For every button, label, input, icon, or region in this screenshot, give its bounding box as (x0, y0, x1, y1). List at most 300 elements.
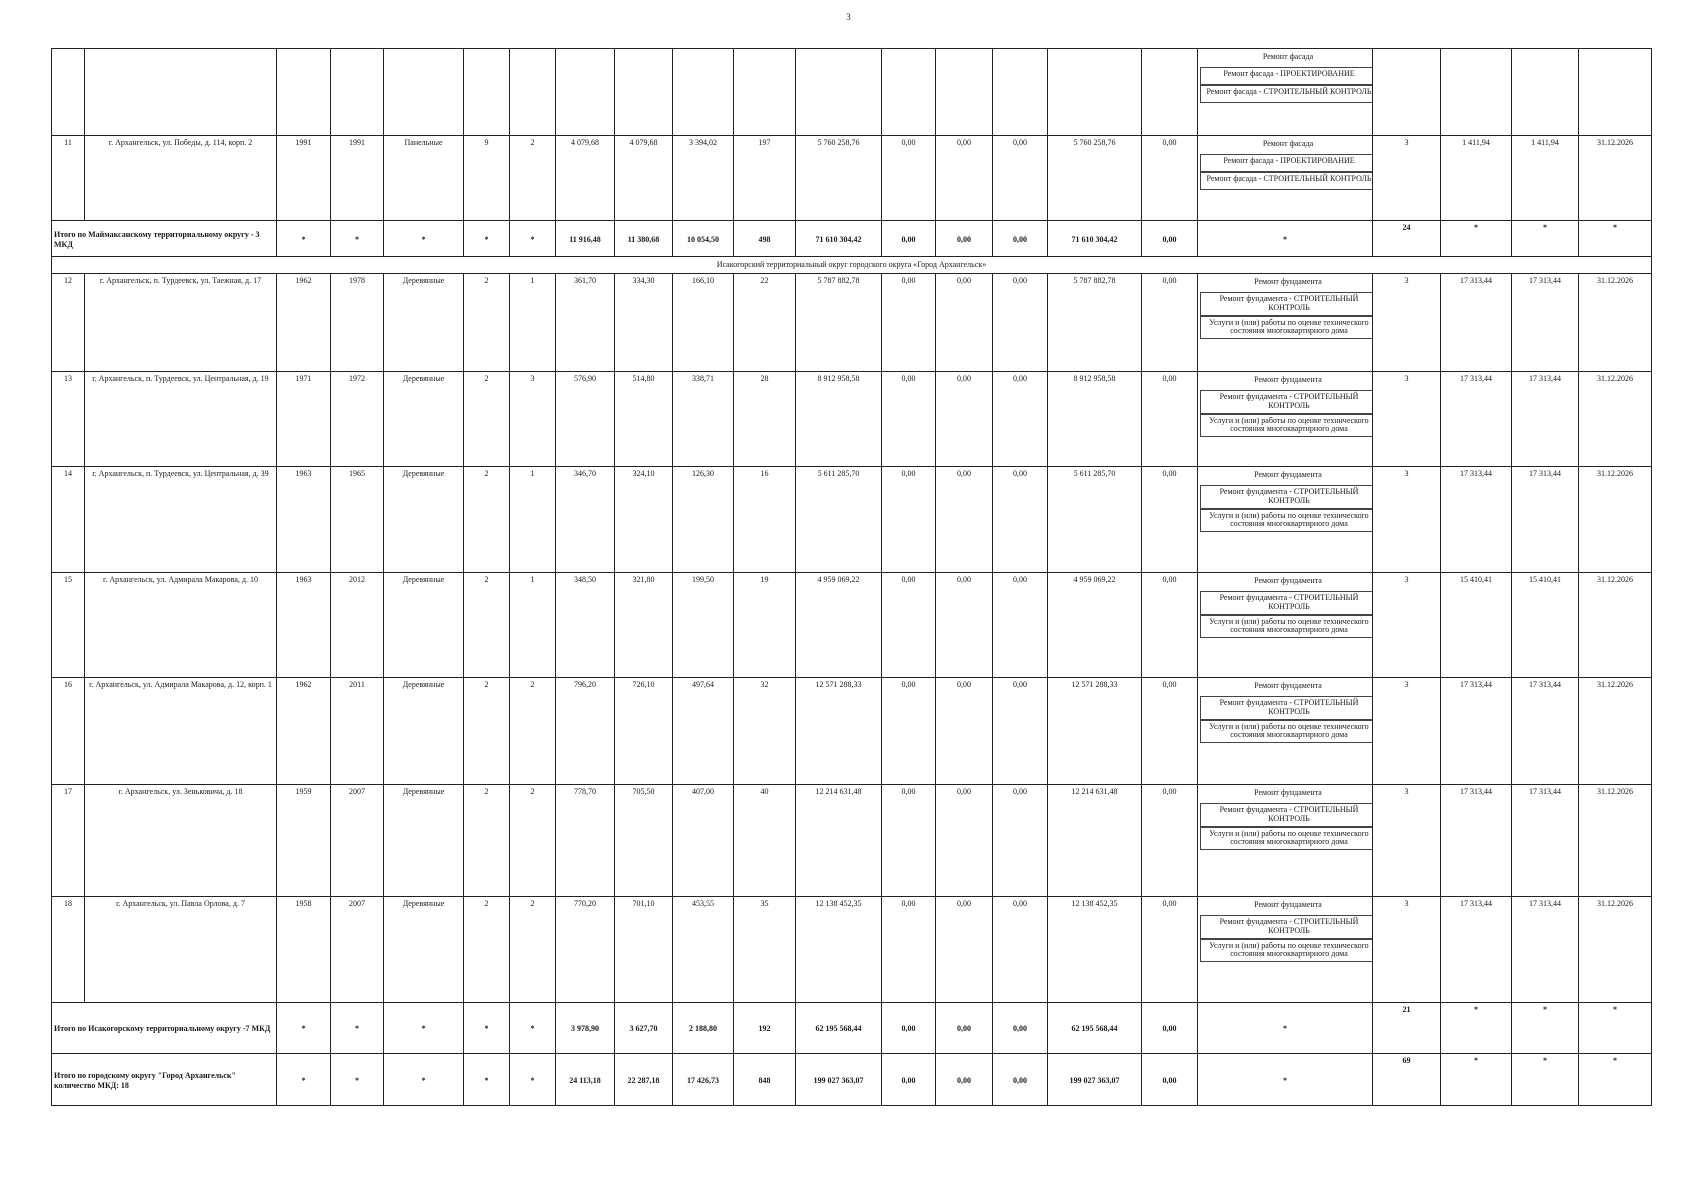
star-cell: * (1579, 1054, 1652, 1106)
star-cell: * (464, 221, 510, 257)
residential-area-cell: 2 188,80 (673, 1003, 734, 1054)
residents-cell: 848 (734, 1054, 796, 1106)
residents-cell: 197 (734, 136, 796, 221)
year-built-cell: 1991 (277, 136, 331, 221)
fund-other-cell: 0,00 (1142, 221, 1198, 257)
work-item: Услуги и (или) работы по оценке технического состояния многоквартирного дома (1200, 720, 1373, 744)
empty-cell (615, 49, 673, 136)
residential-area-cell: 10 054,50 (673, 221, 734, 257)
total-area-premises-cell: 705,50 (615, 785, 673, 897)
total-cost-cell: 5 611 285,70 (796, 467, 882, 573)
star-cell: * (277, 221, 331, 257)
row-number: 14 (52, 467, 85, 573)
fund-federal-cell: 0,00 (882, 897, 936, 1003)
table-row (52, 274, 1652, 372)
fund-local-cell: 0,00 (993, 1054, 1048, 1106)
residential-area-cell: 407,00 (673, 785, 734, 897)
work-item: Ремонт фасада (1262, 139, 1314, 148)
unit-cost-cell: 15 410,41 (1441, 573, 1512, 678)
star-cell: * (384, 1054, 464, 1106)
fund-regional-cell: 0,00 (936, 1003, 993, 1054)
work-item: Ремонт фасада - СТРОИТЕЛЬНЫЙ КОНТРОЛЬ (1200, 85, 1373, 103)
star-cell: * (331, 1054, 384, 1106)
fund-local-cell: 0,00 (993, 678, 1048, 785)
year-reconstructed-cell: 1978 (331, 274, 384, 372)
star-cell: * (277, 1003, 331, 1054)
work-item: Ремонт фундамента (1254, 470, 1322, 479)
fund-federal-cell: 0,00 (882, 573, 936, 678)
year-built-cell: 1971 (277, 372, 331, 467)
fund-federal-cell: 0,00 (882, 467, 936, 573)
residents-cell: 19 (734, 573, 796, 678)
star-cell: * (277, 1054, 331, 1106)
total-row (52, 1054, 1652, 1106)
entrances-cell: 1 (510, 467, 556, 573)
star-cell: * (510, 1054, 556, 1106)
total-area-cell: 346,70 (556, 467, 615, 573)
max-unit-cost-cell: 17 313,44 (1512, 785, 1579, 897)
work-item: Ремонт фундамента - СТРОИТЕЛЬНЫЙ КОНТРОЛЬ (1200, 292, 1373, 316)
residents-cell: 192 (734, 1003, 796, 1054)
work-item: Ремонт фундамента - СТРОИТЕЛЬНЫЙ КОНТРОЛЬ (1200, 915, 1373, 939)
fund-regional-cell: 0,00 (936, 467, 993, 573)
entrances-cell: 1 (510, 274, 556, 372)
work-item: Ремонт фундамента - СТРОИТЕЛЬНЫЙ КОНТРОЛЬ (1200, 390, 1373, 414)
fund-owners-cell: 12 138 452,35 (1048, 897, 1142, 1003)
work-item: Ремонт фундамента - СТРОИТЕЛЬНЫЙ КОНТРОЛЬ (1200, 485, 1373, 509)
max-unit-cost-cell: 1 411,94 (1512, 136, 1579, 221)
table-row (52, 897, 1652, 1003)
wall-material-cell: Деревянные (384, 678, 464, 785)
star-cell: * (1579, 1003, 1652, 1054)
star-cell: * (464, 1054, 510, 1106)
year-built-cell: 1959 (277, 785, 331, 897)
floors-cell: 9 (464, 136, 510, 221)
work-item: Ремонт фундамента (1254, 576, 1322, 585)
total-area-cell: 576,90 (556, 372, 615, 467)
max-unit-cost-cell: 17 313,44 (1512, 274, 1579, 372)
fund-owners-cell: 5 611 285,70 (1048, 467, 1142, 573)
max-unit-cost-cell: 17 313,44 (1512, 678, 1579, 785)
residents-cell: 40 (734, 785, 796, 897)
work-item: Ремонт фундамента - СТРОИТЕЛЬНЫЙ КОНТРОЛЬ (1200, 696, 1373, 720)
total-area-premises-cell: 514,80 (615, 372, 673, 467)
fund-owners-cell: 5 760 258,76 (1048, 136, 1142, 221)
year-reconstructed-cell: 2007 (331, 897, 384, 1003)
work-item: Услуги и (или) работы по оценке технического состояния многоквартирного дома (1200, 414, 1373, 438)
empty-cell (556, 49, 615, 136)
total-area-premises-cell: 22 287,18 (615, 1054, 673, 1106)
deadline-cell: 31.12.2026 (1579, 785, 1652, 897)
star-cell: * (1441, 1003, 1512, 1054)
empty-cell (796, 49, 882, 136)
wall-material-cell: Панельные (384, 136, 464, 221)
works-count-cell: 3 (1373, 897, 1441, 1003)
total-area-cell: 4 079,68 (556, 136, 615, 221)
entrances-cell: 2 (510, 136, 556, 221)
year-built-cell: 1963 (277, 467, 331, 573)
works-cell (1198, 136, 1373, 221)
year-reconstructed-cell: 1972 (331, 372, 384, 467)
star-cell: * (1512, 221, 1579, 257)
entrances-cell: 3 (510, 372, 556, 467)
star-cell: * (510, 1003, 556, 1054)
star-cell: * (331, 221, 384, 257)
total-area-cell: 24 113,18 (556, 1054, 615, 1106)
unit-cost-cell: 17 313,44 (1441, 274, 1512, 372)
fund-other-cell: 0,00 (1142, 467, 1198, 573)
fund-regional-cell: 0,00 (936, 785, 993, 897)
works-count-cell: 3 (1373, 274, 1441, 372)
total-label: Итого по городскому округу "Город Архангельск" количество МКД: 18 (52, 1054, 277, 1106)
total-cost-cell: 5 760 258,76 (796, 136, 882, 221)
star-cell: * (1512, 1003, 1579, 1054)
fund-federal-cell: 0,00 (882, 1054, 936, 1106)
wall-material-cell: Деревянные (384, 573, 464, 678)
total-area-premises-cell: 701,10 (615, 897, 673, 1003)
star-cell: * (1198, 1054, 1373, 1106)
address-cell: г. Архангельск, ул. Адмирала Макарова, д. 12, корп. 1 (85, 678, 277, 785)
total-area-cell: 11 916,48 (556, 221, 615, 257)
works-cell (1198, 49, 1373, 136)
year-reconstructed-cell: 2012 (331, 573, 384, 678)
address-cell: г. Архангельск, п. Турдеевск, ул. Центральная, д. 19 (85, 372, 277, 467)
row-number: 11 (52, 136, 85, 221)
floors-cell: 2 (464, 573, 510, 678)
fund-local-cell: 0,00 (993, 274, 1048, 372)
empty-cell (734, 49, 796, 136)
total-area-cell: 3 978,90 (556, 1003, 615, 1054)
table-row (52, 573, 1652, 678)
fund-owners-cell: 62 195 568,44 (1048, 1003, 1142, 1054)
work-item: Ремонт фундамента (1254, 375, 1322, 384)
fund-other-cell: 0,00 (1142, 573, 1198, 678)
total-area-cell: 348,50 (556, 573, 615, 678)
address-cell: г. Архангельск, ул. Адмирала Макарова, д. 10 (85, 573, 277, 678)
unit-cost-cell: 17 313,44 (1441, 372, 1512, 467)
fund-federal-cell: 0,00 (882, 785, 936, 897)
fund-other-cell: 0,00 (1142, 274, 1198, 372)
total-area-cell: 361,70 (556, 274, 615, 372)
works-count-cell: 3 (1373, 785, 1441, 897)
empty-cell (384, 49, 464, 136)
works-cell (1198, 467, 1373, 573)
total-area-premises-cell: 321,80 (615, 573, 673, 678)
fund-owners-cell: 12 214 631,48 (1048, 785, 1142, 897)
fund-regional-cell: 0,00 (936, 221, 993, 257)
fund-local-cell: 0,00 (993, 136, 1048, 221)
work-item: Ремонт фундамента (1254, 788, 1322, 797)
max-unit-cost-cell: 17 313,44 (1512, 372, 1579, 467)
fund-federal-cell: 0,00 (882, 678, 936, 785)
total-area-premises-cell: 4 079,68 (615, 136, 673, 221)
fund-other-cell: 0,00 (1142, 372, 1198, 467)
wall-material-cell: Деревянные (384, 372, 464, 467)
works-cell (1198, 785, 1373, 897)
fund-owners-cell: 8 912 958,58 (1048, 372, 1142, 467)
fund-regional-cell: 0,00 (936, 1054, 993, 1106)
total-area-premises-cell: 324,10 (615, 467, 673, 573)
work-item: Ремонт фасада - СТРОИТЕЛЬНЫЙ КОНТРОЛЬ (1200, 172, 1373, 190)
total-cost-cell: 62 195 568,44 (796, 1003, 882, 1054)
section-header-row (52, 257, 1652, 274)
fund-regional-cell: 0,00 (936, 678, 993, 785)
works-count-cell: 3 (1373, 678, 1441, 785)
work-item: Услуги и (или) работы по оценке технического состояния многоквартирного дома (1200, 827, 1373, 851)
table-row (52, 785, 1652, 897)
table-row (52, 678, 1652, 785)
continuation-row (52, 49, 1652, 136)
wall-material-cell: Деревянные (384, 785, 464, 897)
fund-federal-cell: 0,00 (882, 221, 936, 257)
works-cell (1198, 372, 1373, 467)
address-cell: г. Архангельск, ул. Победы, д. 114, корп. 2 (85, 136, 277, 221)
total-area-cell: 770,20 (556, 897, 615, 1003)
floors-cell: 2 (464, 897, 510, 1003)
total-cost-cell: 199 027 363,07 (796, 1054, 882, 1106)
unit-cost-cell: 17 313,44 (1441, 785, 1512, 897)
star-cell: * (1198, 221, 1373, 257)
deadline-cell: 31.12.2026 (1579, 274, 1652, 372)
empty-cell (1579, 49, 1652, 136)
work-item: Ремонт фундамента (1254, 277, 1322, 286)
star-cell: * (384, 221, 464, 257)
works-cell (1198, 274, 1373, 372)
year-reconstructed-cell: 2007 (331, 785, 384, 897)
fund-local-cell: 0,00 (993, 785, 1048, 897)
residents-cell: 498 (734, 221, 796, 257)
residents-cell: 35 (734, 897, 796, 1003)
empty-cell (510, 49, 556, 136)
work-item: Услуги и (или) работы по оценке технического состояния многоквартирного дома (1200, 939, 1373, 963)
unit-cost-cell: 1 411,94 (1441, 136, 1512, 221)
total-row (52, 221, 1652, 257)
fund-local-cell: 0,00 (993, 467, 1048, 573)
residential-area-cell: 453,55 (673, 897, 734, 1003)
repair-program-table (51, 48, 1652, 1106)
residential-area-cell: 126,30 (673, 467, 734, 573)
year-built-cell: 1962 (277, 274, 331, 372)
total-row (52, 1003, 1652, 1054)
floors-cell: 2 (464, 274, 510, 372)
empty-cell (673, 49, 734, 136)
total-area-premises-cell: 334,30 (615, 274, 673, 372)
star-cell: * (1441, 1054, 1512, 1106)
unit-cost-cell: 17 313,44 (1441, 897, 1512, 1003)
empty-cell (993, 49, 1048, 136)
fund-regional-cell: 0,00 (936, 897, 993, 1003)
fund-other-cell: 0,00 (1142, 1003, 1198, 1054)
star-cell: * (1579, 221, 1652, 257)
star-cell: * (384, 1003, 464, 1054)
star-cell: * (510, 221, 556, 257)
row-number: 12 (52, 274, 85, 372)
total-cost-cell: 71 610 304,42 (796, 221, 882, 257)
entrances-cell: 2 (510, 897, 556, 1003)
deadline-cell: 31.12.2026 (1579, 573, 1652, 678)
address-cell: г. Архангельск, ул. Зеньковича, д. 18 (85, 785, 277, 897)
work-item: Ремонт фундамента - СТРОИТЕЛЬНЫЙ КОНТРОЛЬ (1200, 803, 1373, 827)
year-built-cell: 1958 (277, 897, 331, 1003)
year-reconstructed-cell: 1965 (331, 467, 384, 573)
total-area-premises-cell: 11 380,68 (615, 221, 673, 257)
empty-cell (1142, 49, 1198, 136)
fund-local-cell: 0,00 (993, 573, 1048, 678)
residential-area-cell: 199,50 (673, 573, 734, 678)
deadline-cell: 31.12.2026 (1579, 897, 1652, 1003)
residents-cell: 32 (734, 678, 796, 785)
fund-other-cell: 0,00 (1142, 785, 1198, 897)
fund-local-cell: 0,00 (993, 897, 1048, 1003)
fund-regional-cell: 0,00 (936, 573, 993, 678)
fund-owners-cell: 4 959 069,22 (1048, 573, 1142, 678)
year-reconstructed-cell: 2011 (331, 678, 384, 785)
residential-area-cell: 166,10 (673, 274, 734, 372)
total-cost-cell: 5 787 882,78 (796, 274, 882, 372)
work-item: Ремонт фасада - ПРОЕКТИРОВАНИЕ (1200, 67, 1373, 85)
year-reconstructed-cell: 1991 (331, 136, 384, 221)
fund-local-cell: 0,00 (993, 221, 1048, 257)
deadline-cell: 31.12.2026 (1579, 372, 1652, 467)
star-cell: * (464, 1003, 510, 1054)
address-cell: г. Архангельск, ул. Павла Орлова, д. 7 (85, 897, 277, 1003)
empty-cell (1048, 49, 1142, 136)
empty-cell (85, 49, 277, 136)
unit-cost-cell: 17 313,44 (1441, 467, 1512, 573)
max-unit-cost-cell: 17 313,44 (1512, 897, 1579, 1003)
max-unit-cost-cell: 15 410,41 (1512, 573, 1579, 678)
entrances-cell: 2 (510, 785, 556, 897)
row-number: 18 (52, 897, 85, 1003)
empty-cell (936, 49, 993, 136)
floors-cell: 2 (464, 678, 510, 785)
fund-regional-cell: 0,00 (936, 136, 993, 221)
total-area-premises-cell: 726,10 (615, 678, 673, 785)
residential-area-cell: 497,64 (673, 678, 734, 785)
floors-cell: 2 (464, 785, 510, 897)
fund-other-cell: 0,00 (1142, 1054, 1198, 1106)
section-title: Исакогорский территориальный округ городского округа «Город Архангельск» (52, 257, 1652, 274)
deadline-cell: 31.12.2026 (1579, 678, 1652, 785)
work-item: Услуги и (или) работы по оценке технического состояния многоквартирного дома (1200, 615, 1373, 639)
works-cell (1198, 897, 1373, 1003)
total-label: Итого по Маймаксанскому территориальному округу - 3 МКД (52, 221, 277, 257)
year-built-cell: 1963 (277, 573, 331, 678)
works-cell (1198, 678, 1373, 785)
fund-federal-cell: 0,00 (882, 274, 936, 372)
table-row (52, 372, 1652, 467)
address-cell: г. Архангельск, п. Турдеевск, ул. Таежная, д. 17 (85, 274, 277, 372)
total-cost-cell: 12 214 631,48 (796, 785, 882, 897)
floors-cell: 2 (464, 467, 510, 573)
row-number: 17 (52, 785, 85, 897)
year-built-cell: 1962 (277, 678, 331, 785)
page-number: 3 (846, 12, 851, 22)
total-area-cell: 796,20 (556, 678, 615, 785)
table-row (52, 467, 1652, 573)
fund-owners-cell: 12 571 288,33 (1048, 678, 1142, 785)
residents-cell: 22 (734, 274, 796, 372)
address-cell: г. Архангельск, п. Турдеевск, ул. Центральная, д. 39 (85, 467, 277, 573)
total-area-cell: 778,70 (556, 785, 615, 897)
fund-federal-cell: 0,00 (882, 372, 936, 467)
work-item: Ремонт фундамента - СТРОИТЕЛЬНЫЙ КОНТРОЛЬ (1200, 591, 1373, 615)
works-cell (1198, 573, 1373, 678)
works-count-cell: 3 (1373, 136, 1441, 221)
fund-local-cell: 0,00 (993, 372, 1048, 467)
fund-owners-cell: 71 610 304,42 (1048, 221, 1142, 257)
total-label: Итого по Исакогорскому территориальному округу -7 МКД (52, 1003, 277, 1054)
fund-regional-cell: 0,00 (936, 274, 993, 372)
fund-federal-cell: 0,00 (882, 1003, 936, 1054)
max-unit-cost-cell: 17 313,44 (1512, 467, 1579, 573)
empty-cell (331, 49, 384, 136)
work-item: Ремонт фундамента (1254, 681, 1322, 690)
fund-regional-cell: 0,00 (936, 372, 993, 467)
work-item: Услуги и (или) работы по оценке технического состояния многоквартирного дома (1200, 509, 1373, 533)
total-cost-cell: 4 959 069,22 (796, 573, 882, 678)
empty-cell (1441, 49, 1512, 136)
fund-owners-cell: 5 787 882,78 (1048, 274, 1142, 372)
residential-area-cell: 3 394,02 (673, 136, 734, 221)
empty-cell (464, 49, 510, 136)
empty-cell (52, 49, 85, 136)
fund-other-cell: 0,00 (1142, 136, 1198, 221)
work-item: Услуги и (или) работы по оценке технического состояния многоквартирного дома (1200, 316, 1373, 340)
fund-federal-cell: 0,00 (882, 136, 936, 221)
fund-local-cell: 0,00 (993, 1003, 1048, 1054)
fund-other-cell: 0,00 (1142, 678, 1198, 785)
row-number: 16 (52, 678, 85, 785)
star-cell: * (1441, 221, 1512, 257)
work-item: Ремонт фасада (1262, 52, 1314, 61)
row-number: 15 (52, 573, 85, 678)
total-area-premises-cell: 3 627,70 (615, 1003, 673, 1054)
works-count-cell: 3 (1373, 467, 1441, 573)
works-count-cell: 69 (1373, 1054, 1441, 1106)
empty-cell (1512, 49, 1579, 136)
floors-cell: 2 (464, 372, 510, 467)
works-count-cell: 3 (1373, 372, 1441, 467)
wall-material-cell: Деревянные (384, 467, 464, 573)
star-cell: * (1512, 1054, 1579, 1106)
entrances-cell: 1 (510, 573, 556, 678)
residential-area-cell: 338,71 (673, 372, 734, 467)
deadline-cell: 31.12.2026 (1579, 136, 1652, 221)
residential-area-cell: 17 426,73 (673, 1054, 734, 1106)
row-number: 13 (52, 372, 85, 467)
wall-material-cell: Деревянные (384, 274, 464, 372)
fund-owners-cell: 199 027 363,07 (1048, 1054, 1142, 1106)
empty-cell (277, 49, 331, 136)
total-cost-cell: 12 571 288,33 (796, 678, 882, 785)
residents-cell: 28 (734, 372, 796, 467)
total-cost-cell: 12 138 452,35 (796, 897, 882, 1003)
work-item: Ремонт фасада - ПРОЕКТИРОВАНИЕ (1200, 154, 1373, 172)
empty-cell (882, 49, 936, 136)
wall-material-cell: Деревянные (384, 897, 464, 1003)
works-count-cell: 21 (1373, 1003, 1441, 1054)
residents-cell: 16 (734, 467, 796, 573)
unit-cost-cell: 17 313,44 (1441, 678, 1512, 785)
deadline-cell: 31.12.2026 (1579, 467, 1652, 573)
work-item: Ремонт фундамента (1254, 900, 1322, 909)
empty-cell (1373, 49, 1441, 136)
works-count-cell: 3 (1373, 573, 1441, 678)
fund-other-cell: 0,00 (1142, 897, 1198, 1003)
star-cell: * (331, 1003, 384, 1054)
table-row (52, 136, 1652, 221)
